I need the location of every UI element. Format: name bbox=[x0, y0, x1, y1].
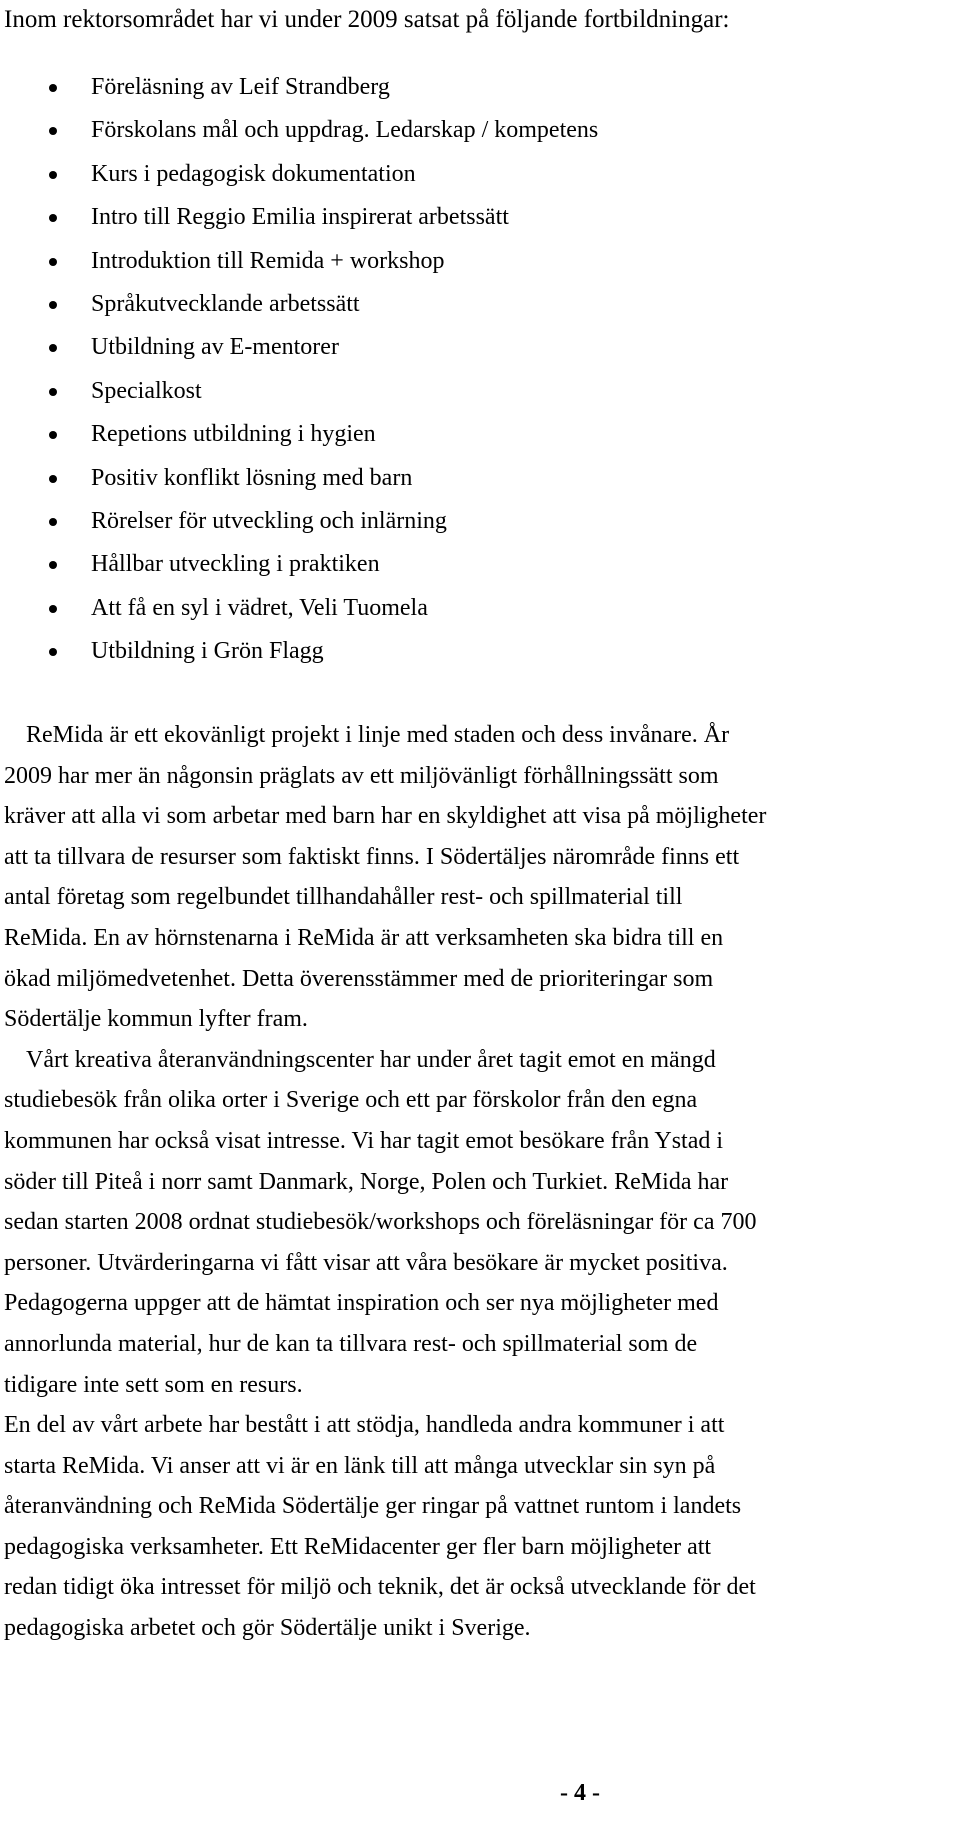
bullet-icon bbox=[49, 518, 57, 526]
list-item bbox=[0, 153, 598, 196]
bullet-icon bbox=[49, 648, 57, 656]
text-line: ökad miljömedvetenhet. Detta överensstämmer med de prioriteringar som bbox=[4, 965, 714, 992]
text-line: sedan starten 2008 ordnat studiebesök/workshops och föreläsningar för ca 700 bbox=[4, 1209, 757, 1236]
text-line: Vårt kreativa återanvändningscenter har under året tagit emot en mängd bbox=[26, 1046, 716, 1073]
text-line: ReMida är ett ekovänligt projekt i linje med staden och dess invånare. År bbox=[26, 722, 730, 748]
bullet-icon bbox=[49, 214, 57, 222]
course-label: Introduktion till Remida + workshop bbox=[91, 247, 445, 274]
paragraph-remida-intro bbox=[4, 715, 956, 1040]
list-item bbox=[0, 370, 598, 413]
page-number: - 4 - bbox=[560, 1780, 600, 1806]
text-line: Södertälje kommun lyfter fram. bbox=[4, 1006, 308, 1033]
course-label: Förskolans mål och uppdrag. Ledarskap / kompetens bbox=[91, 117, 599, 144]
text-line: Pedagogerna uppger att de hämtat inspiration och ser nya möjligheter med bbox=[4, 1290, 719, 1317]
text-line: återanvändning och ReMida Södertälje ger ringar på vattnet runtom i landets bbox=[4, 1493, 742, 1520]
text-line: pedagogiska arbetet och gör Södertälje unikt i Sverige. bbox=[4, 1615, 531, 1642]
bullet-icon bbox=[49, 344, 57, 352]
course-label: Föreläsning av Leif Strandberg bbox=[91, 74, 390, 100]
list-item bbox=[0, 543, 598, 586]
bullet-icon bbox=[49, 258, 57, 266]
course-label: Specialkost bbox=[91, 377, 202, 404]
course-label: Utbildning i Grön Flagg bbox=[91, 638, 324, 665]
course-label: Positiv konflikt lösning med barn bbox=[91, 464, 413, 491]
bullet-icon bbox=[49, 388, 57, 396]
bullet-icon bbox=[49, 127, 57, 135]
list-item bbox=[0, 196, 598, 239]
bullet-icon bbox=[49, 605, 57, 613]
text-line: antal företag som regelbundet tillhandahåller rest- och spillmaterial till bbox=[4, 884, 683, 911]
text-line: studiebesök från olika orter i Sverige och ett par förskolor från den egna bbox=[4, 1087, 698, 1114]
list-item bbox=[0, 500, 598, 543]
course-label: Utbildning av E-mentorer bbox=[91, 334, 339, 361]
course-label: Repetions utbildning i hygien bbox=[91, 421, 376, 448]
list-item bbox=[0, 413, 598, 456]
list-item bbox=[0, 283, 598, 326]
course-label: Intro till Reggio Emilia inspirerat arbetssätt bbox=[91, 204, 509, 231]
course-label: Rörelser för utveckling och inlärning bbox=[91, 507, 447, 534]
text-line: 2009 har mer än någonsin präglats av ett miljövänligt förhållningssätt som bbox=[4, 762, 719, 789]
text-line: ReMida. En av hörnstenarna i ReMida är att verksamheten ska bidra till en bbox=[4, 924, 724, 951]
bullet-icon bbox=[49, 171, 57, 179]
course-label: Att få en syl i vädret, Veli Tuomela bbox=[91, 594, 428, 621]
text-line: annorlunda material, hur de kan ta tillvara rest- och spillmaterial som de bbox=[4, 1330, 698, 1357]
text-line: personer. Utvärderingarna vi fått visar att våra besökare är mycket positiva. bbox=[4, 1249, 728, 1276]
list-item bbox=[0, 240, 598, 283]
bullet-icon bbox=[49, 84, 57, 92]
body-text bbox=[4, 715, 956, 1649]
text-line: En del av vårt arbete har bestått i att stödja, handleda andra kommuner i att bbox=[4, 1412, 725, 1439]
course-label: Hållbar utveckling i praktiken bbox=[91, 551, 380, 578]
course-label: Kurs i pedagogisk dokumentation bbox=[91, 160, 416, 187]
list-item bbox=[0, 66, 598, 109]
text-line: redan tidigt öka intresset för miljö och teknik, det är också utvecklande för det bbox=[4, 1574, 756, 1601]
course-list bbox=[0, 66, 598, 673]
list-item bbox=[0, 630, 598, 673]
text-line: starta ReMida. Vi anser att vi är en länk till att många utvecklar sin syn på bbox=[4, 1452, 716, 1479]
intro-text: Inom rektorsområdet har vi under 2009 satsat på följande fortbildningar: bbox=[4, 6, 730, 33]
list-item bbox=[0, 326, 598, 369]
paragraph-support-municipalities bbox=[4, 1405, 956, 1649]
text-line: tidigare inte sett som en resurs. bbox=[4, 1371, 303, 1398]
list-item bbox=[0, 457, 598, 500]
bullet-icon bbox=[49, 301, 57, 309]
text-line: pedagogiska verksamheter. Ett ReMidacenter ger fler barn möjligheter att bbox=[4, 1533, 712, 1560]
paragraph-study-visits bbox=[4, 1040, 956, 1405]
bullet-icon bbox=[49, 431, 57, 439]
list-item bbox=[0, 109, 598, 152]
text-line: att ta tillvara de resurser som faktiskt finns. I Södertäljes närområde finns ett bbox=[4, 843, 740, 870]
text-line: kommunen har också visat intresse. Vi har tagit emot besökare från Ystad i bbox=[4, 1127, 724, 1154]
bullet-icon bbox=[49, 475, 57, 483]
text-line: söder till Piteå i norr samt Danmark, Norge, Polen och Turkiet. ReMida har bbox=[4, 1168, 729, 1195]
text-line: kräver att alla vi som arbetar med barn har en skyldighet att visa på möjligheter bbox=[4, 803, 767, 830]
course-label: Språkutvecklande arbetssätt bbox=[91, 290, 360, 317]
bullet-icon bbox=[49, 561, 57, 569]
list-item bbox=[0, 587, 598, 630]
